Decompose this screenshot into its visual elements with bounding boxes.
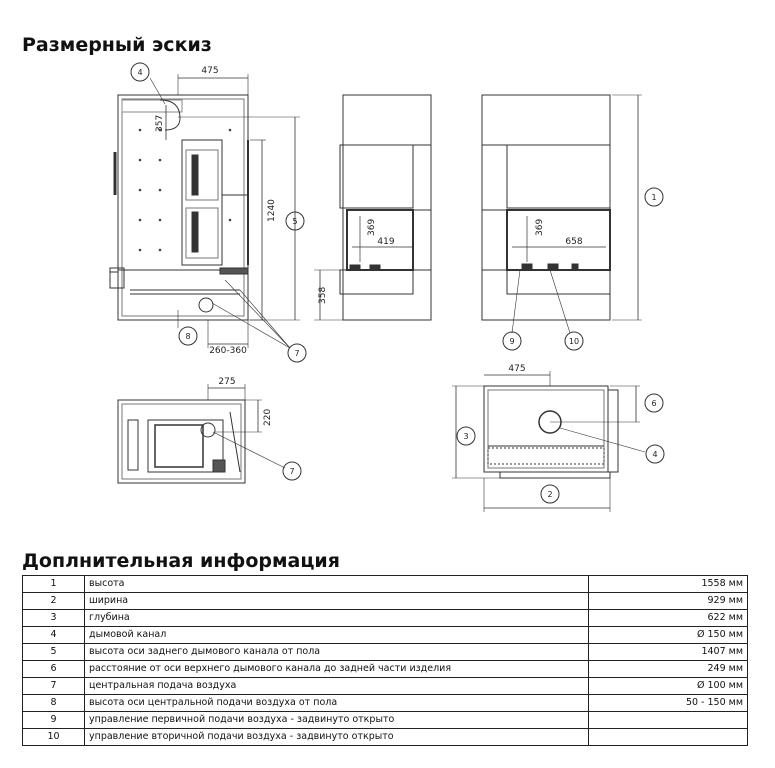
- dim-side-flue-axis: 357: [155, 114, 165, 132]
- dim-side-base: 260-360: [209, 346, 247, 356]
- callout-7-side: 7: [294, 349, 300, 358]
- callout-1: 1: [651, 193, 657, 202]
- dim-top-width: 275: [218, 377, 236, 387]
- callout-9: 9: [509, 337, 515, 346]
- table-row: [23, 678, 748, 695]
- dim-front1-base-h: 358: [318, 286, 328, 304]
- dim-side-top-width: 475: [201, 66, 219, 76]
- table-row: [23, 644, 748, 661]
- row-number: 6: [23, 661, 85, 678]
- table-row: [23, 729, 748, 746]
- row-description: расстояние от оси верхнего дымового канала до задней части изделия: [85, 661, 589, 678]
- row-value: 1407 мм: [589, 644, 748, 661]
- row-description: управление первичной подачи воздуха - задвинуто открыто: [85, 712, 589, 729]
- table-row: [23, 593, 748, 610]
- dim-front1-opening-h: 369: [367, 218, 377, 236]
- callout-8: 8: [185, 332, 191, 341]
- callout-2: 2: [547, 490, 553, 499]
- table-row: [23, 610, 748, 627]
- dim-plan-width: 475: [508, 364, 526, 374]
- dim-front2-opening-w: 658: [565, 237, 583, 247]
- row-value: Ø 100 мм: [589, 678, 748, 695]
- row-number: 9: [23, 712, 85, 729]
- callout-6: 6: [651, 399, 657, 408]
- row-number: 7: [23, 678, 85, 695]
- row-description: управление вторичной подачи воздуха - задвинуто открыто: [85, 729, 589, 746]
- row-value: 622 мм: [589, 610, 748, 627]
- row-number: 4: [23, 627, 85, 644]
- callout-4-side: 4: [137, 68, 143, 77]
- row-description: высота оси центральной подачи воздуха от пола: [85, 695, 589, 712]
- row-number: 5: [23, 644, 85, 661]
- row-number: 10: [23, 729, 85, 746]
- front-view-corner: [314, 95, 431, 320]
- row-value: Ø 150 мм: [589, 627, 748, 644]
- dim-front1-opening-w: 419: [377, 237, 395, 247]
- row-value: [589, 729, 748, 746]
- row-number: 2: [23, 593, 85, 610]
- table-row: [23, 712, 748, 729]
- row-value: 1558 мм: [589, 576, 748, 593]
- info-title: Доплнительная информация: [22, 550, 340, 572]
- row-description: центральная подача воздуха: [85, 678, 589, 695]
- table-row: [23, 627, 748, 644]
- row-description: высота оси заднего дымового канала от пола: [85, 644, 589, 661]
- dim-top-depth: 220: [263, 408, 273, 426]
- front-view-wide: [482, 95, 642, 333]
- row-description: ширина: [85, 593, 589, 610]
- row-number: 1: [23, 576, 85, 593]
- top-view: [118, 384, 285, 483]
- callout-4-plan: 4: [652, 450, 658, 459]
- row-number: 8: [23, 695, 85, 712]
- callout-5: 5: [292, 217, 298, 226]
- callout-3: 3: [463, 432, 469, 441]
- sketch-title: Размерный эскиз: [22, 34, 212, 56]
- dim-side-height: 1240: [267, 199, 277, 222]
- table-row: [23, 576, 748, 593]
- info-table: [22, 575, 748, 746]
- row-value: 249 мм: [589, 661, 748, 678]
- row-description: высота: [85, 576, 589, 593]
- row-number: 3: [23, 610, 85, 627]
- callout-10: 10: [568, 337, 580, 346]
- row-value: 50 - 150 мм: [589, 695, 748, 712]
- row-description: глубина: [85, 610, 589, 627]
- row-value: [589, 712, 748, 729]
- row-description: дымовой канал: [85, 627, 589, 644]
- callout-7-top: 7: [289, 467, 295, 476]
- table-row: [23, 695, 748, 712]
- table-row: [23, 661, 748, 678]
- dim-front2-opening-h: 369: [535, 218, 545, 236]
- row-value: 929 мм: [589, 593, 748, 610]
